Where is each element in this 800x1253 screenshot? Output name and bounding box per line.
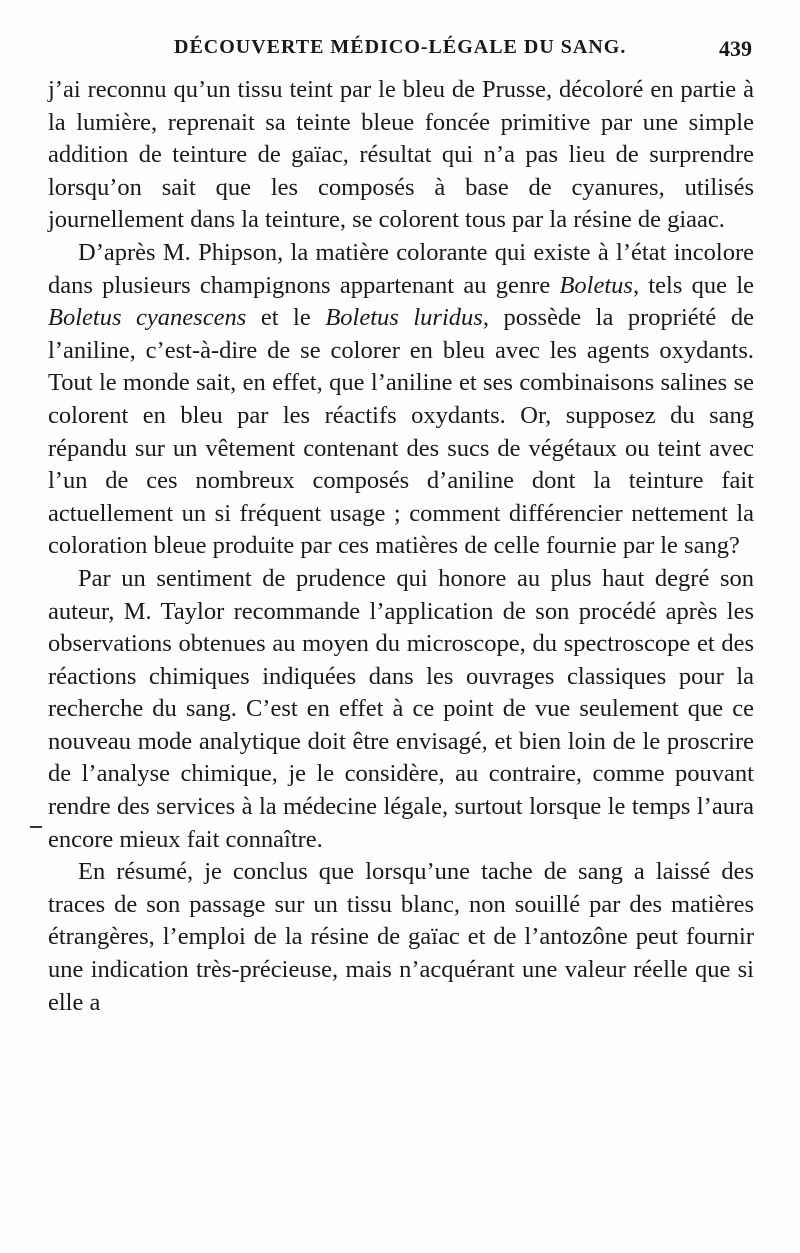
paragraph-1-text: j’ai reconnu qu’un tissu teint par le bleu de Prusse, décoloré en partie à la lumière, reprenait sa teinte bleue foncée primitive par une simple addition de teinture de gaïac, résultat qui n’a pas lieu de surprendre lorsqu’on sait que les composés à base de cyanures, utilisés journellement dans la teinture, se colorent tous par la résine de giaac. [48,76,754,234]
paragraph-4-text: En résumé, je conclus que lorsqu’une tache de sang a laissé des traces de son passage sur un tissu blanc, non souillé par des matières étrangères, l’emploi de la résine de gaïac et de l’antozône peut fournir une indication très-précieuse, mais n’acquérant une valeur réelle que si elle a [48,858,754,1016]
paragraph-2-text-a: D’après M. Phipson, la matière colorante qui existe à l’état incolore dans plusieurs champignons appartenant au genre [48,238,754,299]
margin-mark [30,826,42,828]
running-title: DÉCOUVERTE MÉDICO-LÉGALE DU SANG. [174,36,627,58]
italic-boletus-luridus: Boletus luridus [325,304,483,332]
paragraph-2 [48,237,754,563]
italic-genus-boletus: Boletus [559,271,633,299]
page-number: 439 [719,36,752,61]
running-head [48,36,752,72]
paragraph-4 [48,856,754,1019]
paragraph-3 [48,563,754,856]
paragraph-3-text: Par un sentiment de prudence qui honore au plus haut degré son auteur, M. Taylor recommande l’application de son procédé après les observations obtenues au moyen du microscope, du spectroscope et des réactions chimiques indiquées dans les ouvrages classiques pour la recherche du sang. C’est en effet à ce point de vue seulement que ce nouveau mode analytique doit être envisagé, et bien loin de le proscrire de l’analyse chimique, je le considère, au contraire, comme pouvant rendre des services à la médecine légale, surtout lorsque le temps l’aura encore mieux fait connaître. [48,564,754,853]
paragraph-2-text-d: , possède la propriété de l’aniline, c’est-à-dire de se colorer en bleu avec les agents oxydants. Tout le monde sait, en effet, que l’aniline et ses combinaisons salines se colorent en bleu par les réactifs oxydants. Or, supposez du sang répandu sur un vêtement contenant des sucs de végétaux ou teint avec l’un de ces nombreux composés d’aniline dont la teinture fait actuellement un si fréquent usage ; comment différencier nettement la coloration bleue produite par ces matières de celle fournie par le sang? [48,304,754,560]
body-text [48,74,754,1019]
paragraph-2-text-b: , tels que le [632,271,754,299]
italic-boletus-cyanescens: Boletus cyanescens [48,304,247,332]
paragraph-2-text-c: et le [246,304,326,332]
paragraph-1 [48,74,754,237]
